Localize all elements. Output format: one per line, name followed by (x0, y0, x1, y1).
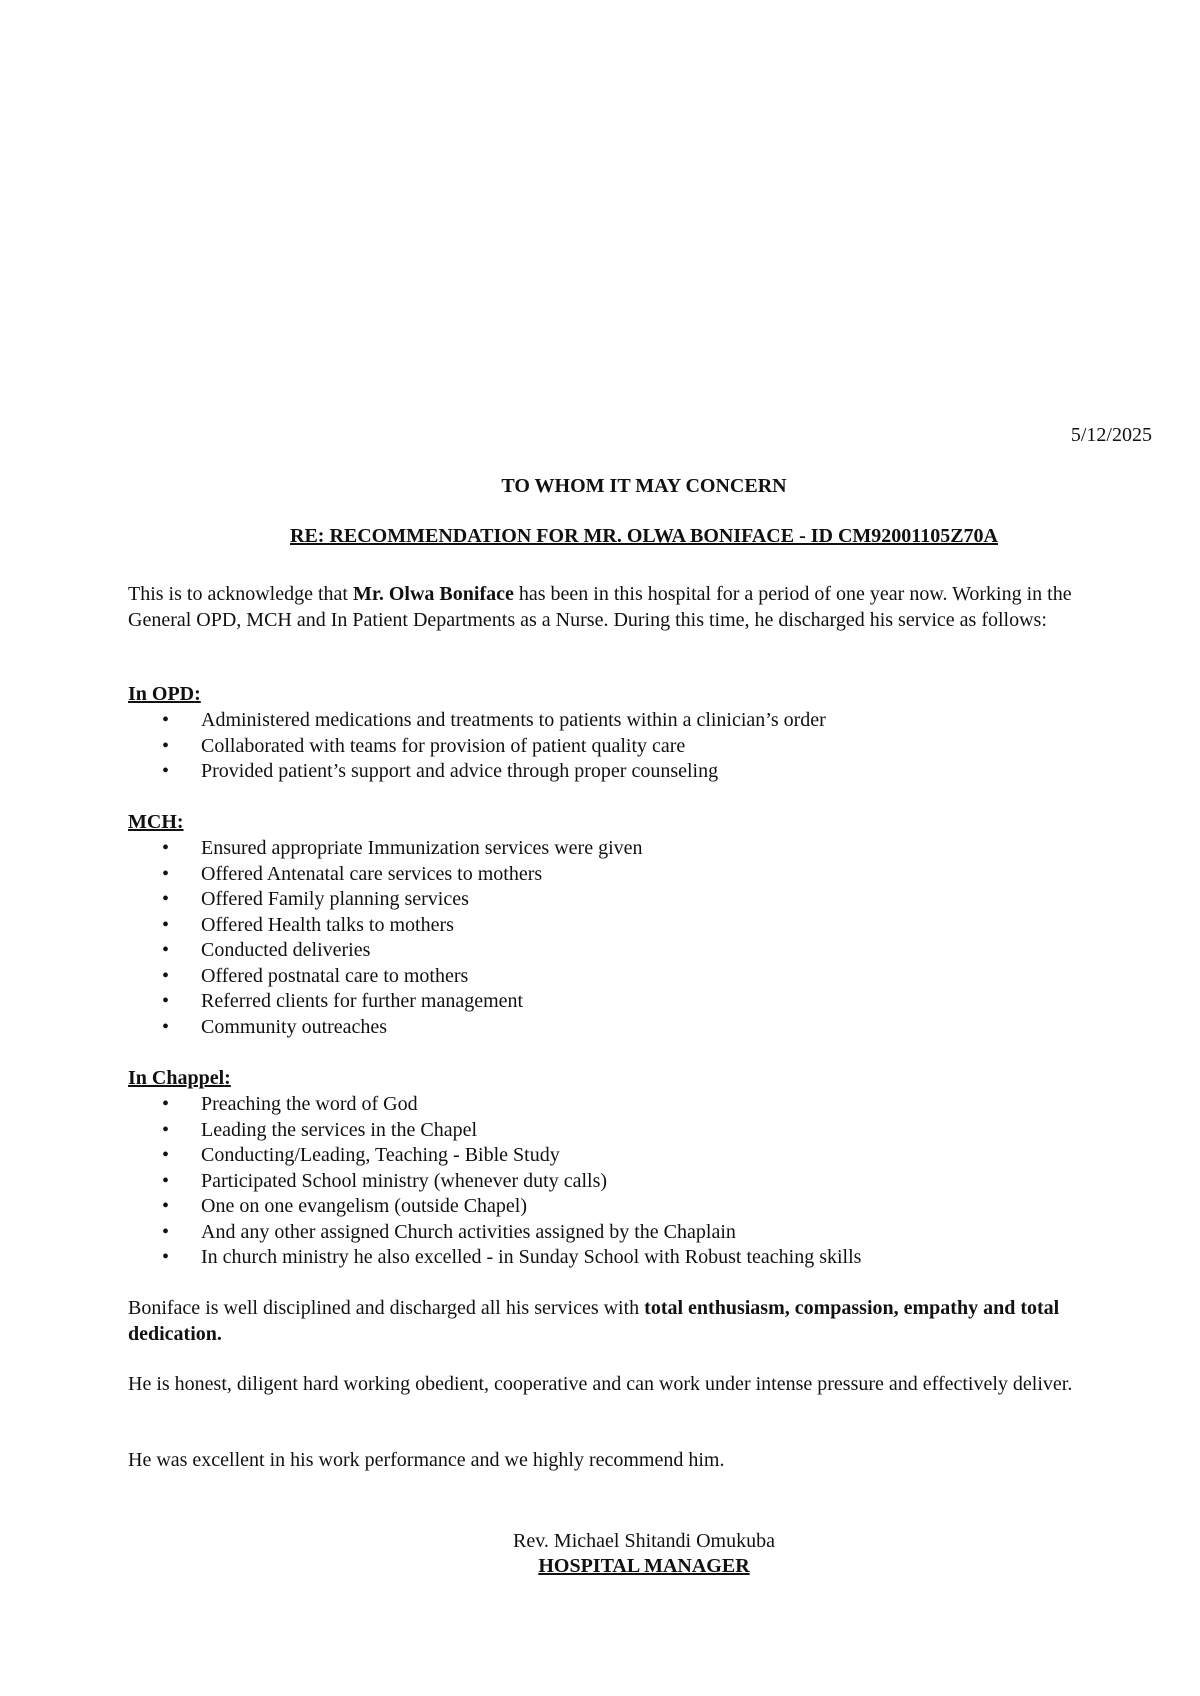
list-item (128, 964, 643, 990)
list-item-text: Collaborated with teams for provision of patient quality care (201, 734, 686, 757)
bullet-icon: • (162, 1220, 170, 1243)
list-item (128, 887, 643, 913)
list-item-text: Ensured appropriate Immunization services were given (201, 837, 643, 859)
list-item (128, 1245, 861, 1271)
closing-paragraph: He was excellent in his work performance and we highly recommend him. (128, 1449, 725, 1471)
opd-duties-list (128, 708, 826, 785)
list-item-text: Community outreaches (201, 1015, 388, 1038)
bullet-icon: • (162, 709, 170, 731)
list-item (128, 1194, 861, 1220)
list-item-text: Conducted deliveries (201, 939, 371, 961)
list-item (128, 938, 643, 964)
section-heading-mch (128, 810, 184, 836)
list-item (128, 759, 826, 785)
list-item-text: One on one evangelism (outside Chapel) (201, 1195, 528, 1217)
conduct-text: Boniface is well disciplined and discharged all his services with (128, 1297, 645, 1319)
section-heading-chapel (128, 1066, 231, 1092)
bullet-icon: • (162, 734, 170, 757)
list-item (128, 1169, 861, 1195)
list-item-text: Participated School ministry (whenever duty calls) (201, 1169, 608, 1192)
bullet-icon: • (162, 1195, 170, 1217)
section-heading-opd (128, 682, 201, 708)
mch-duties-list (128, 836, 643, 1040)
list-item (128, 708, 826, 734)
section-heading-text: In Chappel (128, 1067, 225, 1089)
salutation: TO WHOM IT MAY CONCERN (501, 475, 787, 497)
chapel-duties-list (128, 1092, 861, 1271)
bullet-icon: • (162, 888, 170, 910)
character-paragraph: He is honest, diligent hard working obedient, cooperative and can work under intense pressure and effectively deliver. (128, 1373, 1073, 1395)
bullet-icon: • (162, 1169, 170, 1192)
list-item-text: Offered Health talks to mothers (201, 913, 454, 936)
bullet-icon: • (162, 1246, 170, 1268)
bullet-icon: • (162, 990, 170, 1012)
intro-text-start: This is to acknowledge that (128, 583, 353, 605)
list-item-text: And any other assigned Church activities assigned by the Chaplain (201, 1220, 736, 1243)
list-item (128, 1118, 861, 1144)
section-heading-text: MCH (128, 811, 177, 833)
heading-colon: : (224, 1067, 231, 1089)
list-item (128, 862, 643, 888)
heading-colon: : (176, 811, 184, 833)
list-item (128, 989, 643, 1015)
heading-colon: : (194, 683, 201, 705)
list-item-text: Leading the services in the Chapel (201, 1118, 478, 1141)
intro-text-end: has been in this hospital for a period of one year now. Working in the General OPD, MCH and In Patient Departments as a Nurse. During this time, he discharged his service as follows: (128, 583, 1072, 631)
list-item-text: In church ministry he also excelled - in Sunday School with Robust teaching skills (201, 1246, 862, 1268)
bullet-icon: • (162, 1093, 170, 1115)
bullet-icon: • (162, 837, 170, 859)
bullet-icon: • (162, 862, 170, 885)
list-item (128, 1015, 643, 1041)
bullet-icon: • (162, 913, 170, 936)
subject-line: RE: RECOMMENDATION FOR MR. OLWA BONIFACE - ID CM92001105Z70A (290, 525, 998, 547)
list-item (128, 734, 826, 760)
bullet-icon: • (162, 1118, 170, 1141)
section-heading-text: In OPD (128, 683, 195, 705)
list-item (128, 1092, 861, 1118)
list-item-text: Offered Antenatal care services to mothers (201, 862, 543, 885)
list-item-text: Referred clients for further management (201, 990, 524, 1012)
bullet-icon: • (162, 1015, 170, 1038)
list-item (128, 1143, 861, 1169)
list-item-text: Administered medications and treatments to patients within a clinician’s order (201, 709, 826, 731)
list-item-text: Conducting/Leading, Teaching - Bible Study (201, 1144, 560, 1166)
letter-date: 5/12/2025 (1070, 424, 1152, 446)
intro-paragraph (128, 582, 1128, 633)
bullet-icon: • (162, 1144, 170, 1166)
bullet-icon: • (162, 760, 170, 782)
conduct-emphasis: total enthusiasm, compassion, empathy and total dedication. (128, 1297, 1060, 1345)
list-item (128, 1220, 861, 1246)
list-item (128, 836, 643, 862)
list-item-text: Preaching the word of God (201, 1093, 418, 1115)
bullet-icon: • (162, 964, 170, 987)
list-item-text: Provided patient’s support and advice through proper counseling (201, 760, 719, 782)
candidate-name: Mr. Olwa Boniface (352, 583, 514, 605)
conduct-paragraph (128, 1296, 1128, 1347)
list-item (128, 913, 643, 939)
list-item-text: Offered postnatal care to mothers (201, 964, 469, 987)
signatory-name: Rev. Michael Shitandi Omukuba (513, 1530, 775, 1552)
bullet-icon: • (162, 939, 170, 961)
signatory-title: HOSPITAL MANAGER (538, 1555, 750, 1577)
list-item-text: Offered Family planning services (201, 888, 469, 910)
